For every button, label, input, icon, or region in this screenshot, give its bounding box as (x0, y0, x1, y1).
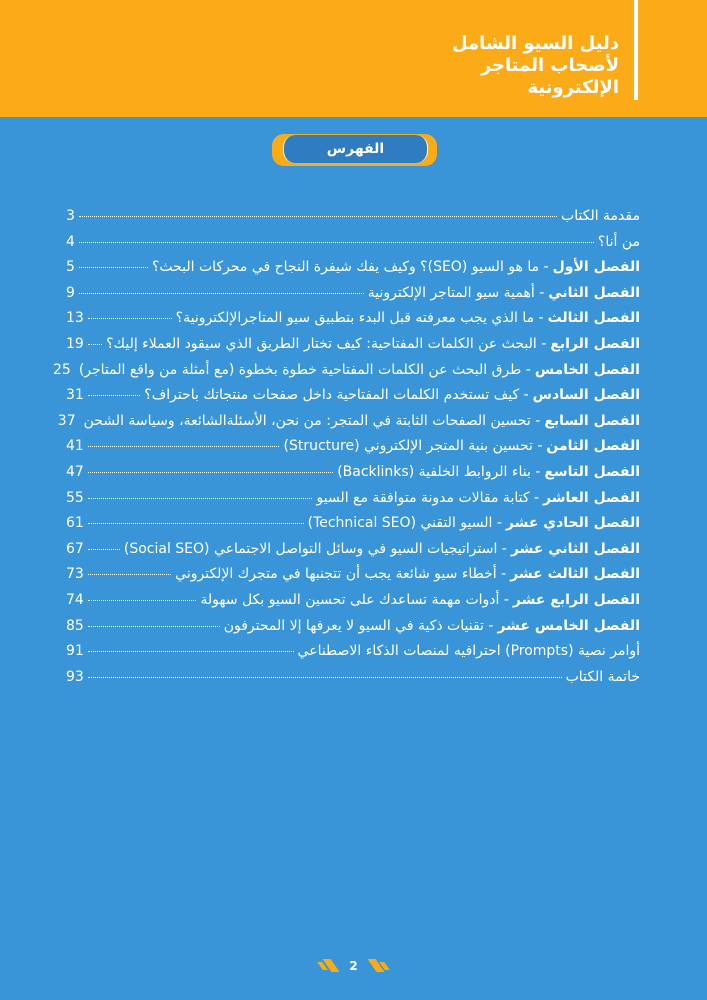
toc-page-number: 19 (66, 335, 84, 352)
toc-entry-title: - طرق البحث عن الكلمات المفتاحية خطوة بخطوة (مع أمثلة من واقع المتاجر) (78, 361, 531, 378)
toc-entry[interactable] (66, 259, 640, 285)
page-header (0, 0, 707, 117)
toc-chapter-label: الفصل الثامن (546, 438, 640, 455)
toc-entry[interactable] (66, 387, 640, 413)
toc-chapter-label: الفصل الثاني (548, 284, 640, 301)
book-title (452, 33, 619, 99)
table-of-contents (52, 208, 640, 694)
toc-entry[interactable] (66, 643, 640, 669)
toc-dot-leader (88, 600, 197, 601)
toc-dot-leader (88, 574, 171, 575)
toc-chapter-label: الفصل السابع (544, 412, 640, 429)
toc-page-number: 5 (66, 259, 75, 276)
toc-page-number: 67 (66, 540, 84, 557)
toc-dot-leader (88, 677, 562, 678)
toc-entry-title: أوامر نصية (Prompts) احترافيه لمنصات الذكاء الاصطناعي (297, 643, 640, 660)
toc-dot-leader (79, 216, 557, 217)
toc-page-number: 9 (66, 284, 75, 301)
toc-page-number: 47 (66, 463, 84, 480)
toc-chapter-label: الفصل الثالث (547, 310, 640, 327)
toc-entry-title: خاتمة الكتاب (565, 668, 640, 685)
toc-entry-title: - ما الذي يجب معرفته قبل البدء بتطبيق سيو المتاجرالإلكترونية؟ (175, 310, 544, 327)
toc-entry-title: - تحسين بنية المتجر الإلكتروني (Structure) (283, 438, 543, 455)
toc-entry-title: مقدمة الكتاب (561, 208, 640, 224)
toc-chapter-label: الفصل التاسع (544, 463, 640, 480)
toc-dot-leader (88, 523, 304, 524)
toc-entry-title: من أنا؟ (597, 233, 640, 250)
toc-page-number: 13 (66, 310, 84, 327)
toc-dot-leader (79, 293, 364, 294)
toc-dot-leader (88, 498, 313, 499)
toc-entry-title: - كيف تستخدم الكلمات المفتاحية داخل صفحات منتجاتك باحتراف؟ (144, 387, 529, 404)
toc-chapter-label: الفصل العاشر (543, 489, 640, 506)
toc-entry[interactable] (66, 234, 640, 260)
toc-entry[interactable] (66, 285, 640, 311)
toc-page-number: 55 (66, 489, 84, 506)
toc-entry-title: - ما هو السيو (SEO)؟ وكيف يفك شيفرة النجاح في محركات البحث؟ (151, 259, 549, 276)
toc-entry-title: - أهمية سيو المتاجر الإلكترونية (367, 284, 545, 301)
toc-entry-title: - تقنيات ذكية في السيو لا يعرفها إلا المحترفون (223, 617, 494, 634)
toc-page-number: 85 (66, 617, 84, 634)
toc-entry-title: - أخطاء سيو شائعة يجب أن تتجنبها في متجرك الإلكتروني (175, 566, 507, 583)
toc-chapter-label: الفصل الرابع (550, 335, 640, 352)
toc-chapter-label: الفصل الخامس (534, 361, 640, 378)
toc-entry-title: - بناء الروابط الخلفية (Backlinks) (337, 463, 541, 480)
toc-entry[interactable] (66, 592, 640, 618)
toc-dot-leader (88, 626, 220, 627)
toc-entry[interactable] (66, 464, 640, 490)
book-title-line: الإلكترونية (527, 77, 619, 98)
toc-entry[interactable] (66, 566, 640, 592)
toc-dot-leader (88, 549, 120, 550)
toc-entry[interactable] (66, 336, 640, 362)
book-title-line: لأصحاب المتاجر (480, 55, 619, 76)
toc-entry-title: - أدوات مهمة تساعدك على تحسين السيو بكل سهولة (200, 591, 509, 608)
toc-dot-leader (88, 395, 140, 396)
toc-dot-leader (88, 344, 102, 345)
toc-page-number: 37 (57, 412, 76, 429)
toc-entry[interactable] (66, 310, 640, 336)
toc-entry-title: - استراتيجيات السيو في وسائل التواصل الاجتماعي (Social SEO) (123, 540, 507, 557)
page-number: 2 (349, 958, 358, 973)
toc-chapter-label: الفصل الحادي عشر (505, 515, 640, 532)
toc-chapter-label: الفصل السادس (532, 387, 640, 404)
book-title-line: دليل السيو الشامل (451, 33, 619, 54)
header-divider (634, 0, 638, 100)
toc-entry-title: - البحث عن الكلمات المفتاحية: كيف تختار الطريق الذي سيقود العملاء إليك؟ (106, 335, 547, 352)
toc-chapter-label: الفصل الأول (552, 259, 640, 276)
toc-page-number: 93 (66, 668, 84, 685)
toc-page-number: 91 (66, 643, 84, 660)
toc-chapter-label: الفصل الرابع عشر (512, 591, 640, 608)
toc-page-number: 41 (66, 438, 84, 455)
toc-chapter-label: الفصل الثاني عشر (510, 540, 640, 557)
toc-dot-leader (88, 472, 333, 473)
toc-dot-leader (88, 446, 280, 447)
toc-page-number: 4 (66, 233, 75, 250)
toc-dot-leader (88, 318, 172, 319)
toc-dot-leader (79, 242, 594, 243)
toc-entry[interactable] (66, 669, 640, 695)
toc-chapter-label: الفصل الخامس عشر (497, 617, 640, 634)
toc-page-number: 25 (52, 361, 71, 378)
toc-entry[interactable] (66, 208, 640, 234)
toc-entry[interactable] (66, 438, 640, 464)
toc-entry[interactable] (52, 361, 640, 388)
toc-page-number: 73 (66, 566, 84, 583)
toc-page-number: 61 (66, 515, 84, 532)
toc-entry[interactable] (66, 515, 640, 541)
toc-entry-title: - كتابة مقالات مدونة متوافقة مع السيو (316, 489, 539, 506)
toc-entry[interactable] (57, 412, 640, 439)
toc-entry[interactable] (66, 618, 640, 644)
index-heading-badge (272, 134, 437, 166)
toc-page-number: 31 (66, 387, 84, 404)
toc-entry-title: - السيو التقني (Technical SEO) (307, 515, 502, 532)
toc-entry-title: - تحسين الصفحات الثابتة في المتجر: من نحن، الأسئلةالشائعة، وسياسة الشحن (83, 412, 541, 429)
toc-chapter-label: الفصل الثالث عشر (510, 566, 640, 583)
toc-page-number: 3 (66, 208, 75, 224)
toc-entry[interactable] (66, 490, 640, 516)
toc-dot-leader (79, 267, 148, 268)
index-heading: الفهرس (283, 135, 428, 163)
page-footer (0, 955, 707, 974)
toc-dot-leader (88, 651, 294, 652)
toc-page-number: 74 (66, 591, 84, 608)
toc-entry[interactable] (66, 541, 640, 567)
